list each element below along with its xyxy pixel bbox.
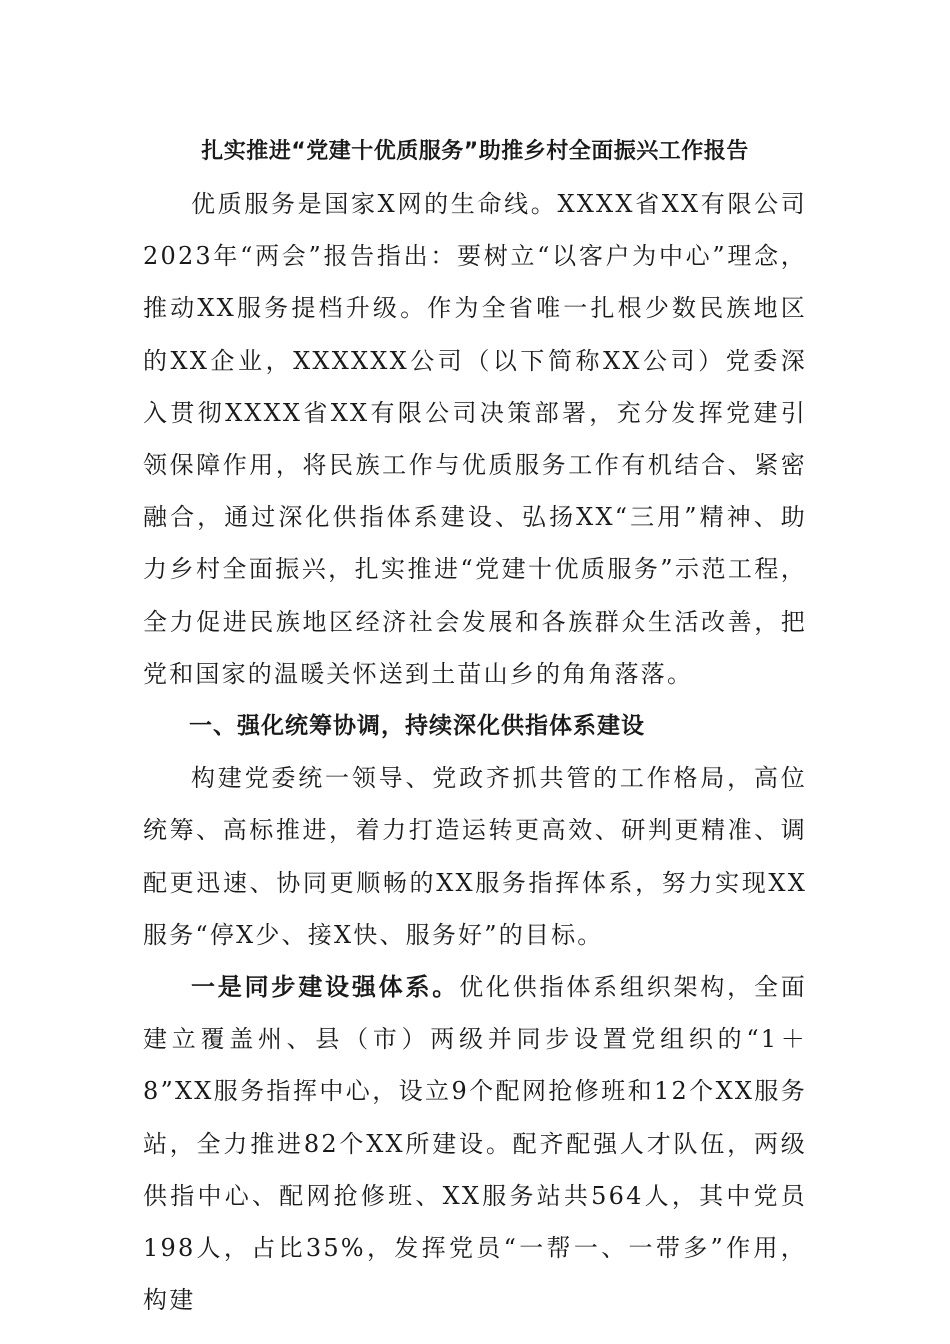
intro-paragraph: 优质服务是国家X网的生命线。XXXX省XX有限公司2023年“两会”报告指出：要树立“以客户为中心”理念，推动XX服务提档升级。作为全省唯一扎根少数民族地区的XX企业，XXXXXX公司（以下简称XX公司）党委深入贯彻XXXX省XX有限公司决策部署，充分发挥党建引领保障作用，将民族工作与优质服务工作有机结合、紧密融合，通过深化供指体系建设、弘扬XX“三用”精神、助力乡村全面振兴，扎实推进“党建十优质服务”示范工程，全力促进民族地区经济社会发展和各族群众生活改善，把党和国家的温暖关怀送到土苗山乡的角角落落。 [143,190,807,688]
section-paragraph: 构建党委统一领导、党政齐抓共管的工作格局，高位统筹、高标推进，着力打造运转更高效、研判更精准、调配更迅速、协同更顺畅的XX服务指挥体系，努力实现XX服务“停X少、接X快、服务好”的目标。 [143,764,807,949]
point-lead: 一是同步建设强体系。 [191,973,460,1002]
document-title: 扎实推进“党建十优质服务”助推乡村全面振兴工作报告 [201,139,749,164]
point-paragraph [143,961,807,1326]
document-page [143,126,807,1326]
section-heading: 一、强化统筹协调，持续深化供指体系建设 [189,713,645,740]
point-body: 优化供指体系组织架构，全面建立覆盖州、县（市）两级并同步设置党组织的“1＋8”XX服务指挥中心，设立9个配网抢修班和12个XX服务站，全力推进82个XX所建设。配齐配强人才队伍，两级供指中心、配网抢修班、XX服务站共564人，其中党员198人，占比35%，发挥党员“一帮一、一带多”作用，构建 [143,973,807,1315]
